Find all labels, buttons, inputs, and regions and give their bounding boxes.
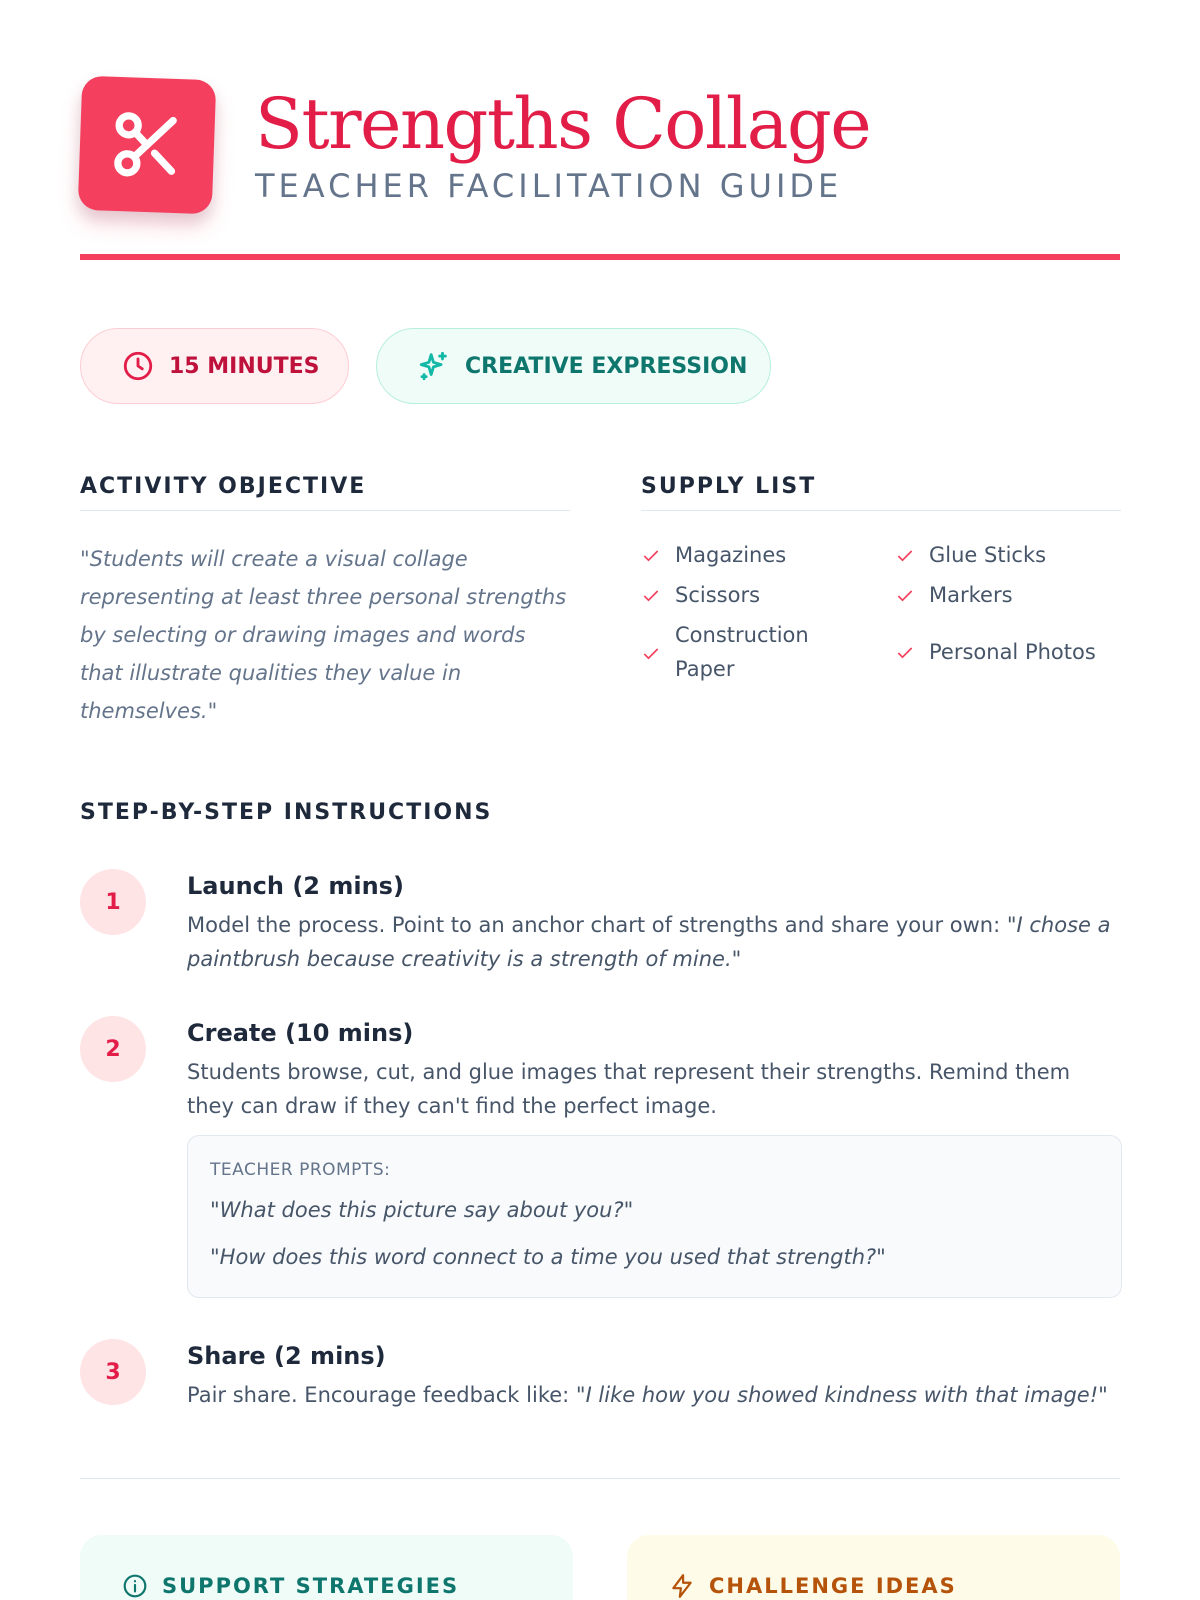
supply-item	[641, 618, 871, 686]
step-quote: "I chose a paintbrush because creativity is a strength of mine."	[187, 913, 1111, 971]
objective-text: "Students will create a visual collage representing at least three personal strengths by selecting or drawing images and words that illustrate qualities they value in themselves."	[80, 547, 567, 723]
category-badge	[376, 328, 771, 404]
supply-item-label: Personal Photos	[929, 640, 1096, 664]
support-strategies-heading	[122, 1573, 459, 1599]
step-title: Share (2 mins)	[187, 1342, 386, 1370]
clock-icon	[121, 349, 155, 383]
section-divider	[80, 1478, 1120, 1479]
step-text: Pair share. Encourage feedback like:	[187, 1383, 576, 1407]
lightning-icon	[669, 1573, 695, 1599]
header-divider	[80, 254, 1120, 260]
check-icon	[895, 586, 915, 606]
step-quote: "I like how you showed kindness with that image!"	[575, 1383, 1108, 1407]
supply-item	[895, 578, 1125, 612]
category-label: CREATIVE EXPRESSION	[465, 353, 748, 379]
supply-item-label: Construction Paper	[675, 623, 809, 681]
page-title: Strengths Collage	[255, 83, 871, 165]
info-icon	[122, 1573, 148, 1599]
step-text: Model the process. Point to an anchor chart of strengths and share your own:	[187, 913, 1007, 937]
page-header	[80, 78, 1120, 258]
objective-heading: ACTIVITY OBJECTIVE	[80, 474, 367, 499]
page-subtitle: TEACHER FACILITATION GUIDE	[255, 167, 843, 205]
objective-divider	[80, 510, 570, 511]
challenge-ideas-heading	[669, 1573, 957, 1599]
sparkles-icon	[417, 349, 451, 383]
check-icon	[641, 546, 661, 566]
support-strategies-card	[80, 1535, 573, 1600]
supply-heading: SUPPLY LIST	[641, 474, 817, 499]
support-strategies-title: SUPPORT STRATEGIES	[162, 1574, 460, 1598]
check-icon	[895, 643, 915, 663]
supply-item-label: Scissors	[675, 583, 761, 607]
supply-item	[641, 578, 871, 612]
step-description	[187, 908, 1122, 976]
check-icon	[895, 546, 915, 566]
logo-tile	[78, 76, 217, 215]
teacher-prompt: "What does this picture say about you?"	[210, 1198, 634, 1222]
supply-item-label: Glue Sticks	[929, 543, 1047, 567]
check-icon	[641, 586, 661, 606]
step-title: Create (10 mins)	[187, 1019, 414, 1047]
duration-label: 15 MINUTES	[169, 353, 320, 379]
instructions-heading: STEP-BY-STEP INSTRUCTIONS	[80, 800, 493, 825]
supply-item	[641, 538, 871, 572]
check-icon	[641, 644, 661, 664]
supply-item-label: Magazines	[675, 543, 787, 567]
supply-item	[895, 635, 1125, 669]
teacher-prompt: "How does this word connect to a time you used that strength?"	[210, 1245, 886, 1269]
step-title: Launch (2 mins)	[187, 872, 404, 900]
step-description: Students browse, cut, and glue images that represent their strengths. Remind them they can draw if they can't find the perfect image.	[187, 1060, 1071, 1118]
step-description	[187, 1378, 1122, 1412]
supply-divider	[641, 510, 1121, 511]
teacher-prompts-label: TEACHER PROMPTS:	[210, 1160, 391, 1180]
duration-badge	[80, 328, 349, 404]
supply-item	[895, 538, 1125, 572]
challenge-ideas-card	[627, 1535, 1120, 1600]
step-number: 2	[80, 1016, 146, 1082]
step-number: 1	[80, 869, 146, 935]
challenge-ideas-title: CHALLENGE IDEAS	[709, 1574, 957, 1598]
step-number: 3	[80, 1339, 146, 1405]
supply-item-label: Markers	[929, 583, 1013, 607]
teacher-prompts-box	[187, 1135, 1122, 1298]
scissors-icon	[108, 106, 187, 185]
